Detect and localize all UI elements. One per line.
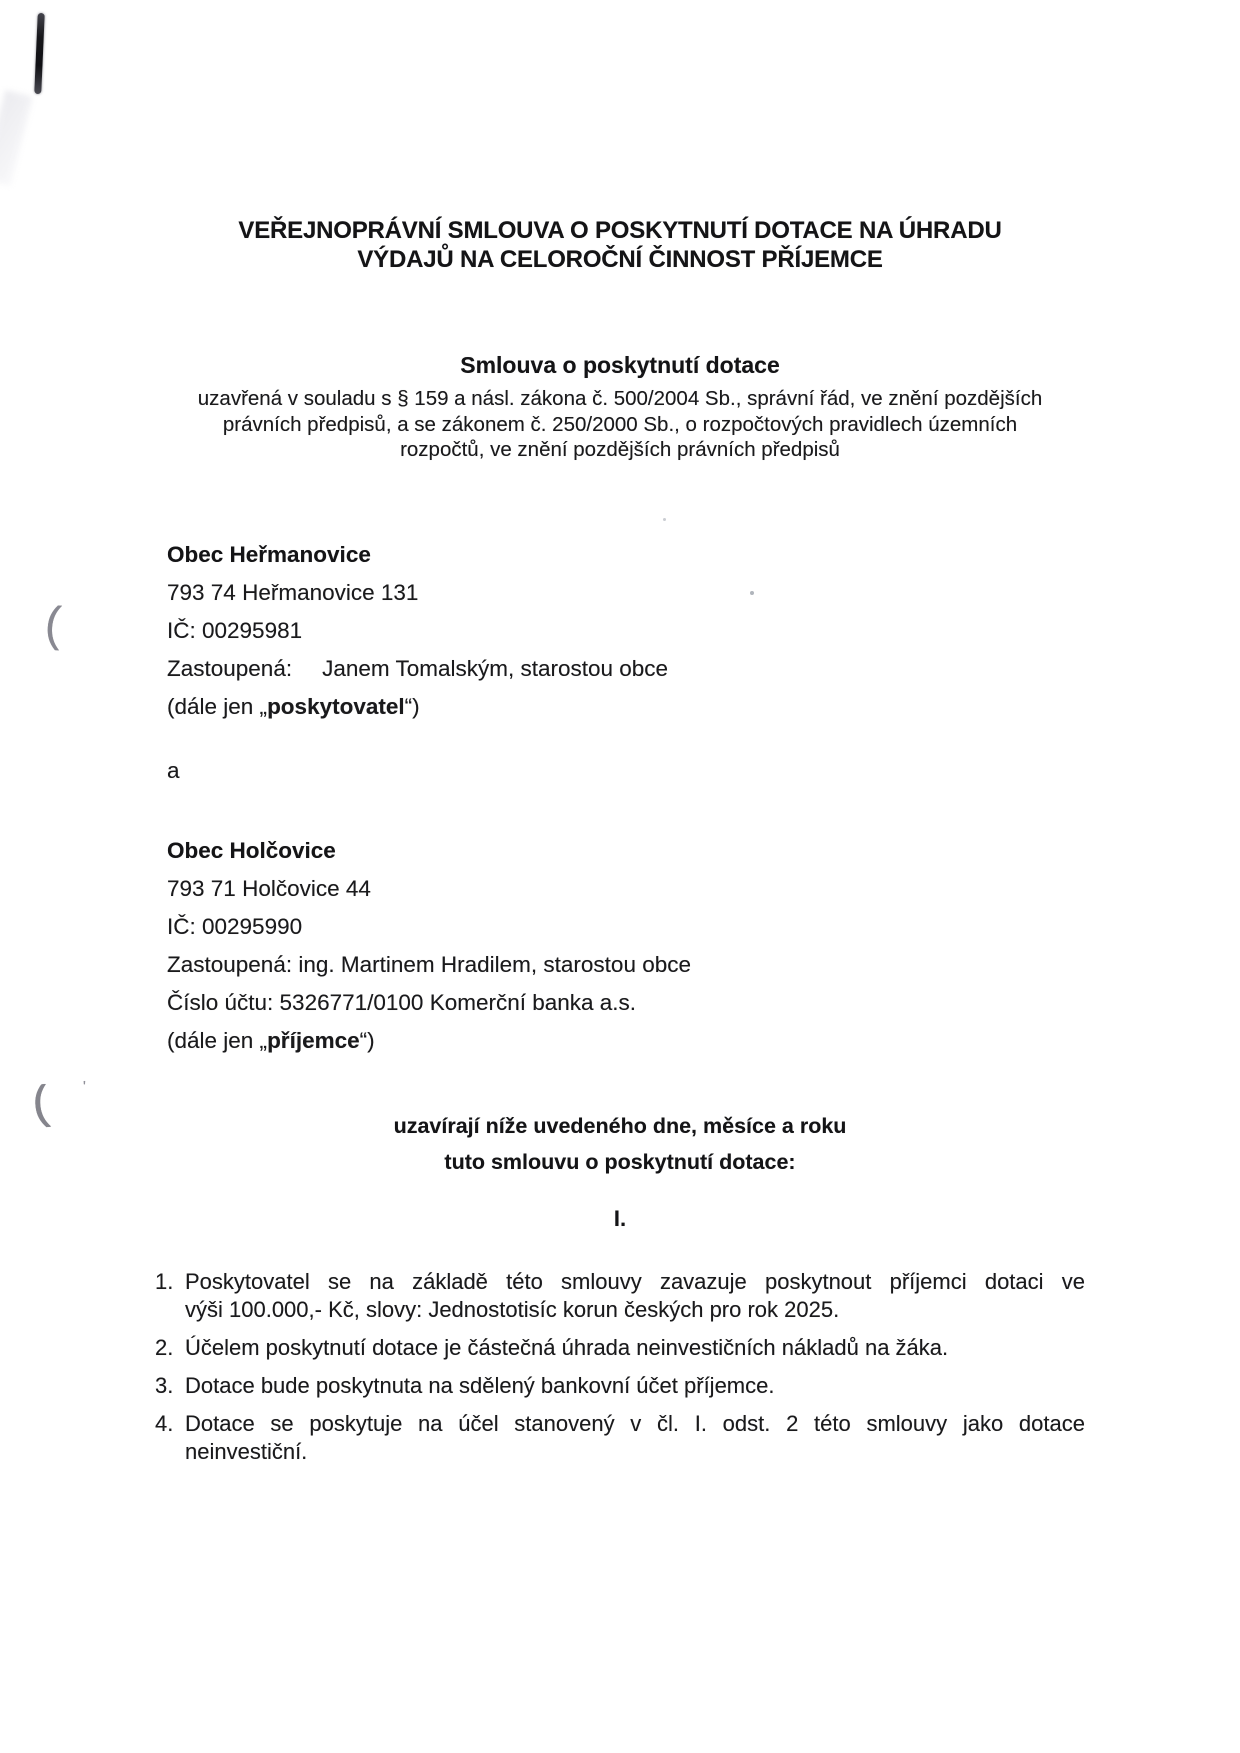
list-item-text-line: Poskytovatel se na základě této smlouvy zavazuje poskytnout příjemci dotaci ve <box>185 1269 1085 1294</box>
recipient-bank-account: Číslo účtu: 5326771/0100 Komerční banka a.s. <box>167 990 637 1015</box>
recipient-alias-prefix: (dále jen „ <box>167 1028 268 1053</box>
closing-statement-line: uzavírají níže uvedeného dne, měsíce a roku <box>393 1114 847 1138</box>
list-item-number: 4. <box>155 1411 174 1436</box>
list-item-body <box>185 1334 1085 1362</box>
document-content-column <box>155 0 1085 1753</box>
list-item-body <box>185 1372 1085 1400</box>
list-item-number: 3. <box>155 1373 174 1398</box>
list-item-text-line: Dotace bude poskytnuta na sdělený bankovní účet příjemce. <box>185 1373 775 1398</box>
provider-name: Obec Heřmanovice <box>167 542 371 567</box>
scan-paren-artifact: ( <box>43 597 63 652</box>
recipient-address: 793 71 Holčovice 44 <box>167 876 371 901</box>
document-title-line: VÝDAJŮ NA CELOROČNÍ ČINNOST PŘÍJEMCE <box>357 246 883 273</box>
provider-representative-value: Janem Tomalským, starostou obce <box>322 656 669 681</box>
list-item <box>155 1268 1085 1324</box>
provider-id-number: IČ: 00295981 <box>167 618 303 643</box>
document-title <box>155 216 1085 274</box>
list-item-body <box>185 1410 1085 1466</box>
recipient-alias <box>167 1022 1085 1060</box>
closing-statement-line: tuto smlouvu o poskytnutí dotace: <box>444 1150 796 1174</box>
legal-basis-line: uzavřená v souladu s § 159 a násl. zákona č. 500/2004 Sb., správní řád, ve znění pozdějších <box>197 387 1043 410</box>
list-item-text-line: neinvestiční. <box>185 1439 308 1464</box>
list-item-number: 1. <box>155 1269 174 1294</box>
provider-representative-label: Zastoupená: <box>167 656 293 681</box>
list-item-text-line: Účelem poskytnutí dotace je částečná úhrada neinvestičních nákladů na žáka. <box>185 1335 949 1360</box>
list-item-number: 2. <box>155 1335 174 1360</box>
article-numeral: I. <box>613 1206 627 1231</box>
parties-conjunction: a <box>167 758 180 783</box>
scan-tick-artifact: ' <box>83 1078 86 1095</box>
document-subtitle: Smlouva o poskytnutí dotace <box>460 352 780 378</box>
legal-basis-line: právních předpisů, a se zákonem č. 250/2000 Sb., o rozpočtových pravidlech územních <box>222 412 1018 436</box>
provider-representative <box>167 650 1085 688</box>
legal-basis-paragraph <box>155 386 1085 463</box>
provider-address: 793 74 Heřmanovice 131 <box>167 580 419 605</box>
provider-alias-suffix: “) <box>404 694 420 719</box>
provider-alias-term: poskytovatel <box>267 694 405 719</box>
recipient-name: Obec Holčovice <box>167 838 336 863</box>
list-item-body <box>185 1268 1085 1324</box>
list-item <box>155 1334 1085 1362</box>
document-title-line: VEŘEJNOPRÁVNÍ SMLOUVA O POSKYTNUTÍ DOTACE NA ÚHRADU <box>238 217 1002 244</box>
scan-double-paren-artifact: (( <box>29 1077 37 1129</box>
recipient-representative: Zastoupená: ing. Martinem Hradilem, starostou obce <box>167 952 692 977</box>
recipient-alias-term: příjemce <box>267 1028 360 1053</box>
provider-party-block <box>155 536 1085 726</box>
article-clauses-list <box>155 1268 1085 1476</box>
provider-alias <box>167 688 1085 726</box>
provider-alias-prefix: (dále jen „ <box>167 694 268 719</box>
legal-basis-line: rozpočtů, ve znění pozdějších právních předpisů <box>400 438 840 461</box>
recipient-alias-suffix: “) <box>359 1028 375 1053</box>
list-item-text-line: výši 100.000,- Kč, slovy: Jednostotisíc korun českých pro rok 2025. <box>185 1297 840 1322</box>
list-item-text-line: Dotace se poskytuje na účel stanovený v čl. I. odst. 2 této smlouvy jako dotace <box>185 1411 1085 1436</box>
recipient-id-number: IČ: 00295990 <box>167 914 303 939</box>
list-item <box>155 1410 1085 1466</box>
scan-smudge-artifact <box>0 90 33 186</box>
scan-pen-stroke-artifact <box>34 13 45 94</box>
list-item <box>155 1372 1085 1400</box>
closing-statement <box>155 1108 1085 1180</box>
recipient-party-block <box>155 832 1085 1060</box>
